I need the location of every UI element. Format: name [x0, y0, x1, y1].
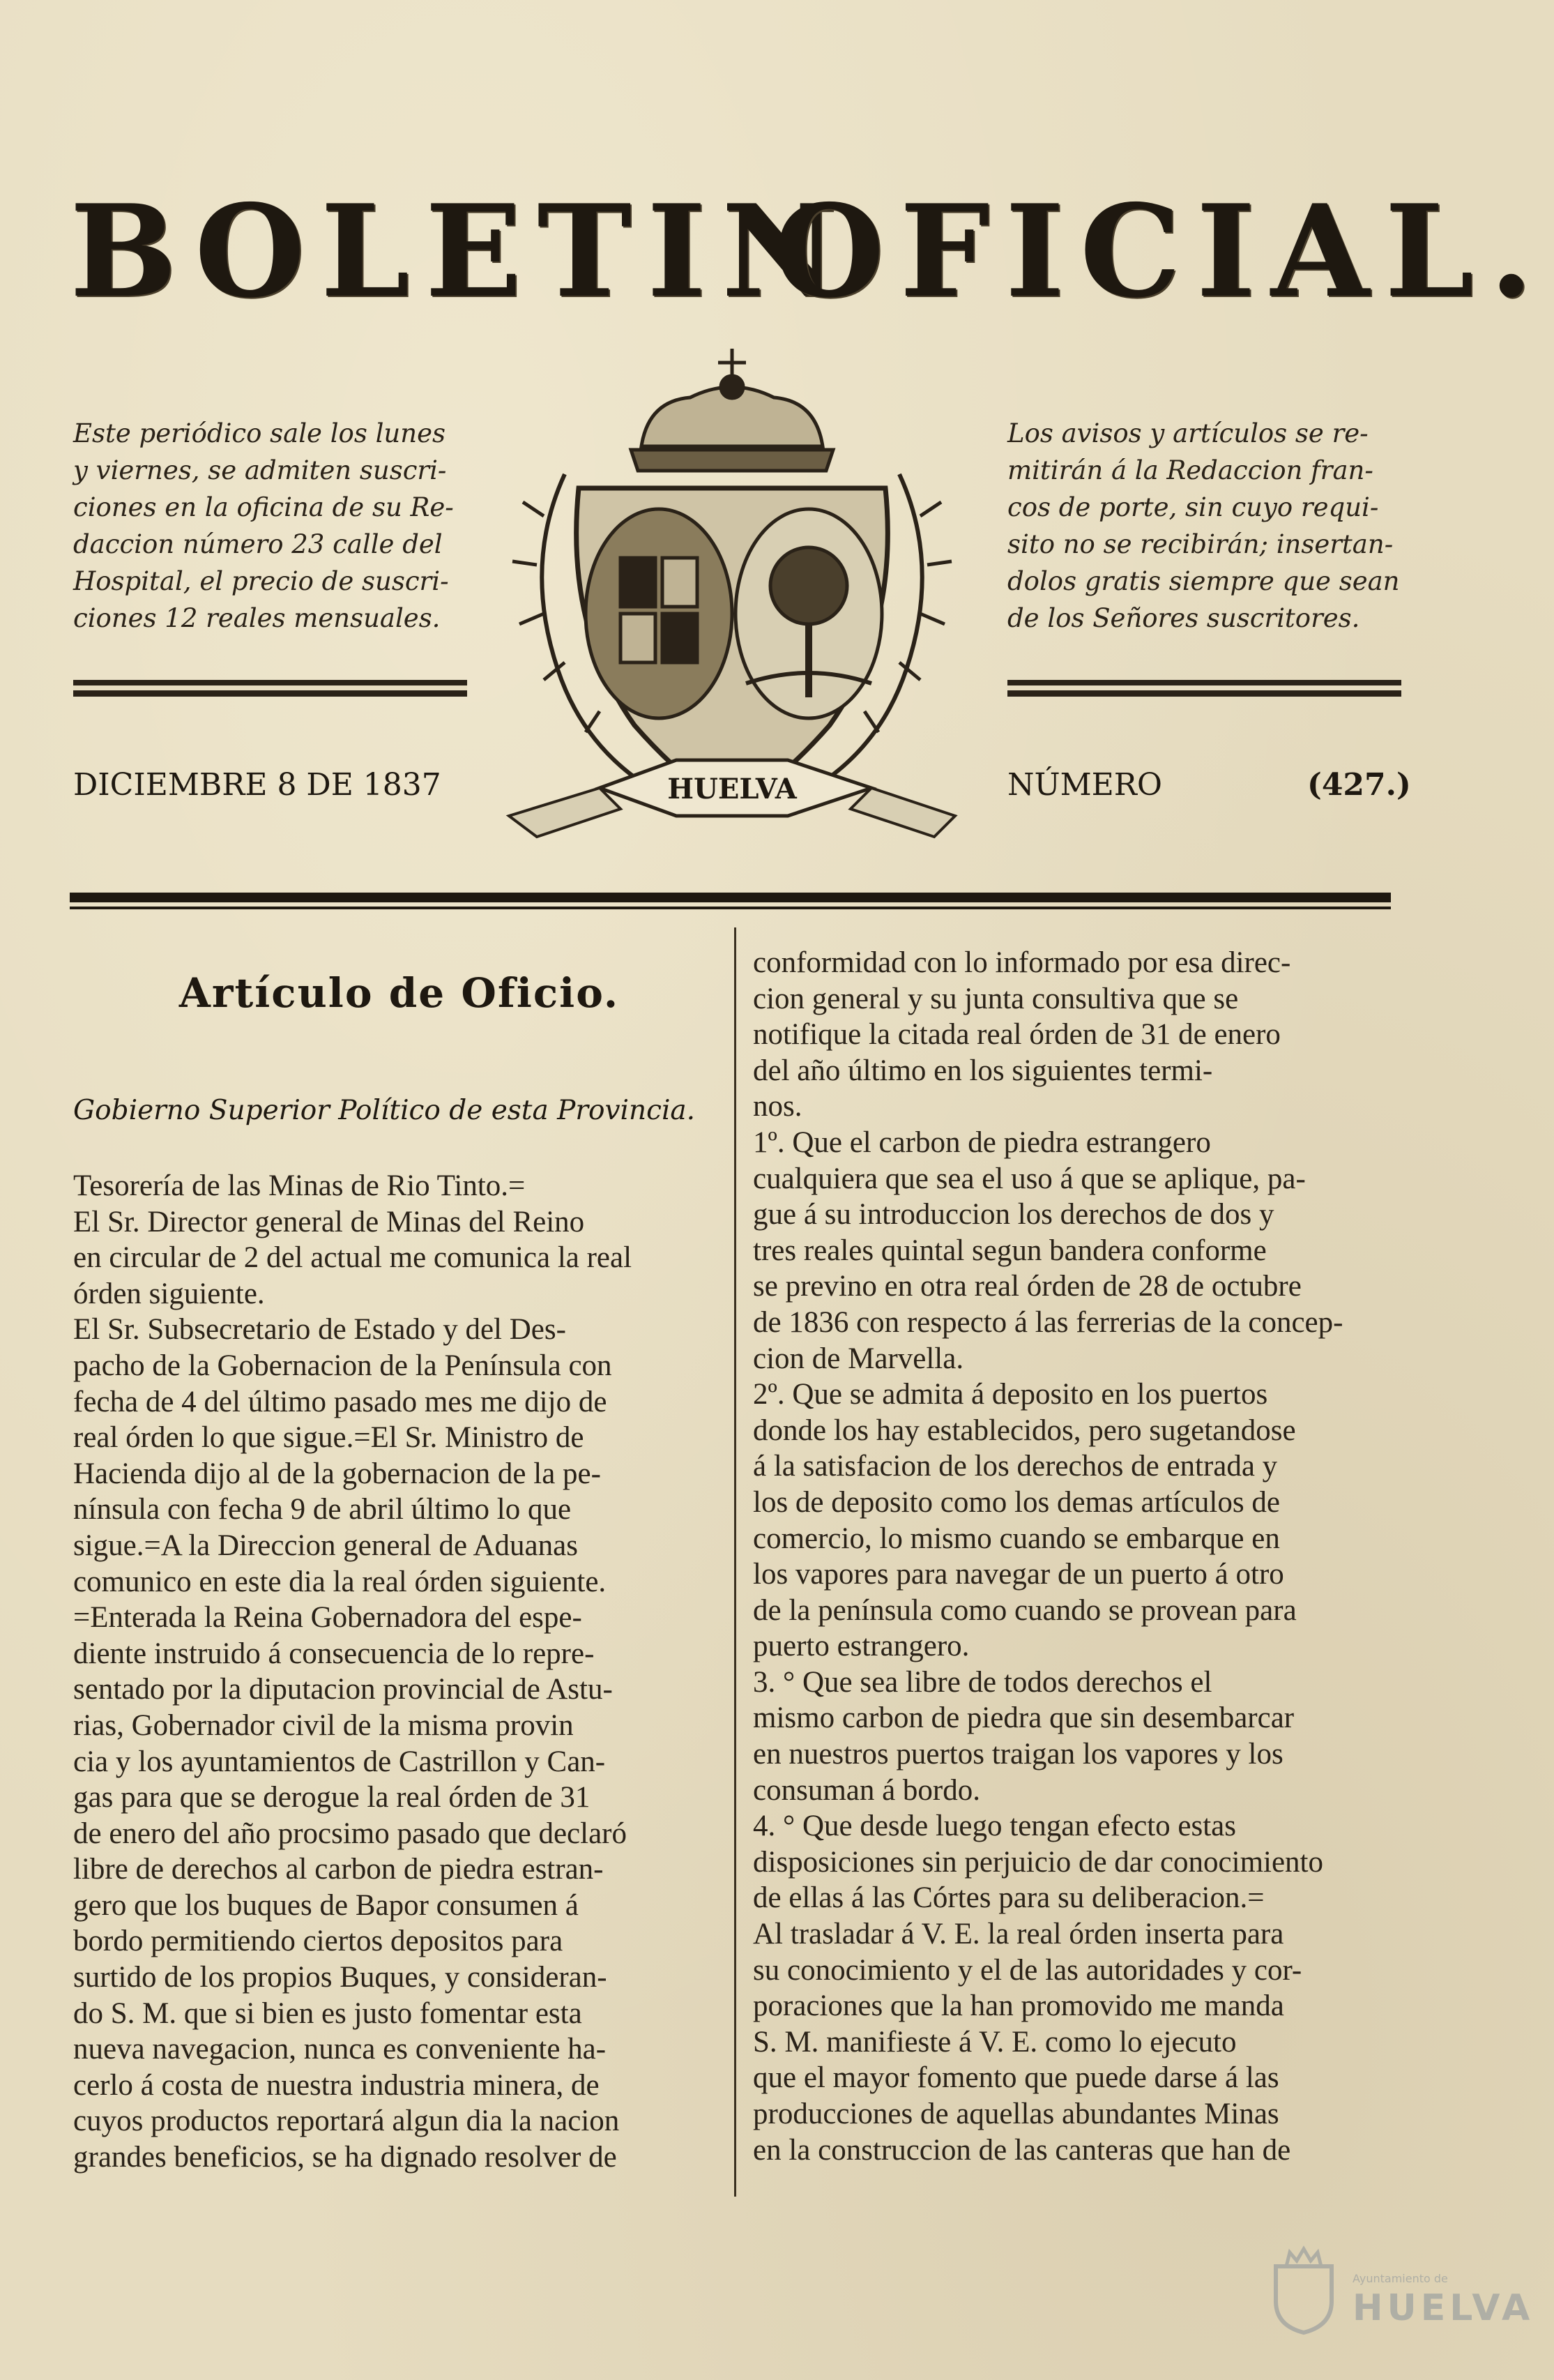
text-line: cualquiera que sea el uso á que se aplique, pa- [753, 1162, 1306, 1195]
text-line: gero que los buques de Bapor consumen á [73, 1888, 579, 1922]
text-line: cion general y su junta consultiva que se [753, 982, 1239, 1015]
text-line: 1º. Que el carbon de piedra estrangero [753, 1125, 1211, 1159]
subscription-notice [73, 415, 478, 637]
issue-number-label: NÚMERO [1007, 767, 1162, 803]
notice-line: de los Señores suscritores. [1007, 603, 1360, 633]
text-line: órden siguiente. [73, 1277, 265, 1310]
text-line: pacho de la Gobernacion de la Península con [73, 1349, 612, 1382]
text-line: libre de derechos al carbon de piedra estran- [73, 1853, 604, 1886]
text-line: disposiciones sin perjuicio de dar conocimiento [753, 1845, 1324, 1879]
text-line: gue á su introduccion los derechos de dos y [753, 1198, 1274, 1231]
notice-line: cos de porte, sin cuyo requi- [1007, 492, 1379, 522]
notice-line: Este periódico sale los lunes [73, 418, 445, 448]
article-column-right [753, 945, 1433, 2168]
header-rule-thin [70, 907, 1391, 909]
notice-rule-left [73, 680, 467, 697]
text-line: S. M. manifieste á V. E. como lo ejecuto [753, 2025, 1237, 2059]
text-line: en la construccion de las canteras que han de [753, 2133, 1291, 2167]
header-rule [70, 893, 1391, 902]
text-line: =Enterada la Reina Gobernadora del espe- [73, 1601, 582, 1635]
text-line: en circular de 2 del actual me comunica la real [73, 1241, 632, 1275]
notice-line: sito no se recibirán; insertan- [1007, 529, 1394, 559]
text-line: fecha de 4 del último pasado mes me dijo de [73, 1385, 607, 1418]
text-line: mismo carbon de piedra que sin desembarcar [753, 1701, 1295, 1735]
text-line: de 1836 con respecto á las ferrerias de la concep- [753, 1305, 1343, 1339]
text-line: de la península como cuando se provean para [753, 1593, 1297, 1627]
section-title: Artículo de Oficio. [178, 969, 620, 1017]
text-line: comunico en este dia la real órden siguiente. [73, 1565, 607, 1598]
text-line: 4. ° Que desde luego tengan efecto estas [753, 1810, 1236, 1843]
text-line: en nuestros puertos traigan los vapores y los [753, 1738, 1283, 1771]
notice-line: Hospital, el precio de suscri- [73, 566, 449, 596]
archive-watermark [1255, 2238, 1534, 2343]
text-line: cion de Marvella. [753, 1342, 964, 1375]
notice-line: ciones 12 reales mensuales. [73, 603, 441, 633]
crest-ribbon-label: HUELVA [667, 773, 797, 805]
text-line: los vapores para navegar de un puerto á otro [753, 1558, 1284, 1591]
notice-line: y viernes, se admiten suscri- [73, 455, 447, 485]
text-line: nos. [753, 1090, 802, 1123]
text-line: Tesorería de las Minas de Rio Tinto.= [73, 1169, 526, 1202]
article-subhead: Gobierno Superior Político de esta Provincia. [73, 1095, 696, 1126]
text-line: tres reales quintal segun bandera conforme [753, 1234, 1267, 1267]
text-line: 2º. Que se admita á deposito en los puertos [753, 1378, 1268, 1411]
text-line: su conocimiento y el de las autoridades y cor- [753, 1953, 1302, 1987]
watermark-small-text: Ayuntamiento de [1353, 2272, 1448, 2285]
text-line: Hacienda dijo al de la gobernacion de la pe- [73, 1457, 601, 1490]
issue-number: (427.) [1307, 767, 1411, 803]
text-line: sentado por la diputacion provincial de Astu- [73, 1673, 613, 1706]
article-column-left [73, 1168, 736, 2176]
text-line: bordo permitiendo ciertos depositos para [73, 1925, 563, 1958]
notice-line: ciones en la oficina de su Re- [73, 492, 454, 522]
text-line: del año último en los siguientes termi- [753, 1054, 1213, 1087]
text-line: nínsula con fecha 9 de abril último lo que [73, 1493, 572, 1526]
text-line: surtido de los propios Buques, y consideran- [73, 1961, 607, 1994]
text-line: grandes beneficios, se ha dignado resolver de [73, 2141, 617, 2174]
watermark-city: HUELVA [1353, 2287, 1534, 2329]
text-line: real órden lo que sigue.=El Sr. Ministro de [73, 1421, 584, 1455]
text-line: Al trasladar á V. E. la real órden inserta para [753, 1918, 1284, 1951]
text-line: consuman á bordo. [753, 1773, 981, 1807]
masthead-title [70, 176, 1549, 326]
text-line: El Sr. Director general de Minas del Reino [73, 1205, 585, 1238]
submissions-notice [1007, 415, 1412, 637]
notice-line: daccion número 23 calle del [73, 529, 443, 559]
text-line: El Sr. Subsecretario de Estado y del Des- [73, 1313, 566, 1347]
coat-of-arms-icon [481, 335, 983, 865]
text-line: notifique la citada real órden de 31 de enero [753, 1018, 1281, 1052]
text-line: comercio, lo mismo cuando se embarque en [753, 1522, 1280, 1555]
text-line: á la satisfacion de los derechos de entrada y [753, 1450, 1278, 1483]
text-line: donde los hay establecidos, pero sugetandose [753, 1413, 1296, 1447]
text-line: sigue.=A la Direccion general de Aduanas [73, 1529, 578, 1562]
notice-line: mitirán á la Redaccion fran- [1007, 455, 1373, 485]
issue-date: DICIEMBRE 8 DE 1837 [73, 767, 441, 803]
text-line: se previno en otra real órden de 28 de octubre [753, 1270, 1302, 1303]
text-line: 3. ° Que sea libre de todos derechos el [753, 1665, 1212, 1699]
text-line: de enero del año procsimo pasado que declaró [73, 1817, 627, 1850]
text-line: gas para que se derogue la real órden de 31 [73, 1781, 591, 1814]
text-line: nueva navegacion, nunca es conveniente ha- [73, 2033, 607, 2066]
text-line: do S. M. que si bien es justo fomentar esta [73, 1996, 582, 2030]
text-line: de ellas á las Córtes para su deliberacion.= [753, 1881, 1265, 1915]
text-line: conformidad con lo informado por esa direc- [753, 946, 1291, 979]
text-line: los de deposito como los demas artículos de [753, 1485, 1280, 1519]
text-line: puerto estrangero. [753, 1630, 970, 1663]
masthead-word-1: BOLETIN [70, 176, 853, 326]
text-line: cuyos productos reportará algun dia la nacion [73, 2105, 620, 2138]
notice-line: Los avisos y artículos se re- [1007, 418, 1369, 448]
text-line: cia y los ayuntamientos de Castrillon y Can- [73, 1745, 606, 1778]
text-line: que el mayor fomento que puede darse á las [753, 2061, 1279, 2095]
text-line: cerlo á costa de nuestra industria minera, de [73, 2068, 600, 2102]
text-line: poraciones que la han promovido me manda [753, 1989, 1284, 2023]
notice-rule-right [1007, 680, 1401, 697]
masthead-word-2: OFICIAL. [774, 176, 1549, 326]
text-line: producciones de aquellas abundantes Minas [753, 2098, 1279, 2130]
notice-line: dolos gratis siempre que sean [1007, 566, 1400, 596]
city-shield-icon [1269, 2245, 1339, 2336]
text-line: rias, Gobernador civil de la misma provin [73, 1708, 574, 1742]
text-line: diente instruido á consecuencia de lo repre- [73, 1637, 595, 1670]
